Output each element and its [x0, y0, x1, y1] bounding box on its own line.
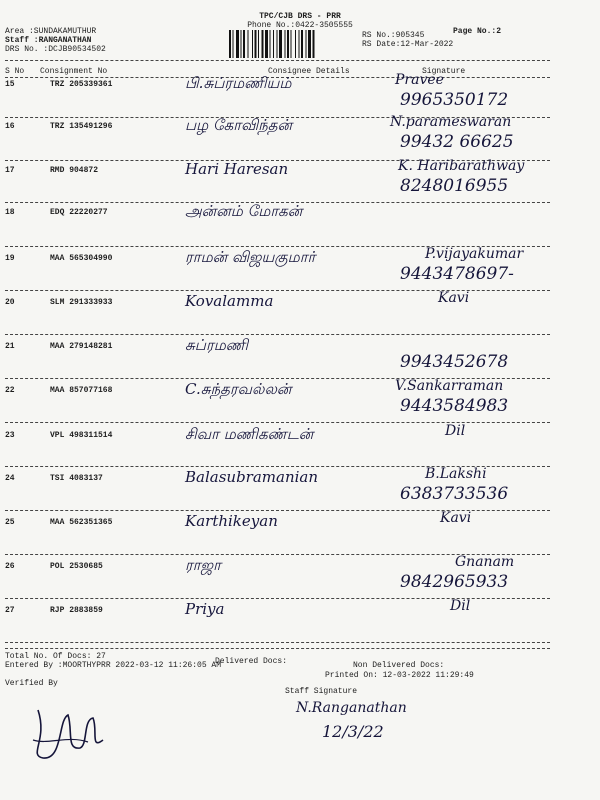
row-divider — [5, 422, 550, 423]
barcode-bar — [285, 30, 286, 58]
row-divider — [5, 642, 550, 643]
col-sno: S No — [5, 67, 25, 76]
row-sno: 15 — [5, 80, 15, 89]
barcode-bar — [229, 30, 231, 58]
row-sno: 20 — [5, 298, 15, 307]
barcode-image — [228, 30, 360, 58]
col-signature: Signature — [422, 67, 466, 76]
row-consignment: MAA 857077168 — [50, 386, 113, 395]
barcode-bar — [252, 30, 253, 58]
receiver-signature: Gnanam — [455, 554, 515, 570]
barcode-bar — [295, 30, 296, 58]
row-sno: 18 — [5, 208, 15, 217]
delivered-docs: Delivered Docs: — [215, 657, 288, 666]
consignee-name: பி.சுப்ரமணியம் — [185, 74, 292, 92]
page-number: Page No.:2 — [453, 27, 502, 36]
row-sno: 25 — [5, 518, 15, 527]
receiver-signature: B.Lakshi — [425, 466, 487, 482]
staff-signed-name: N.Ranganathan — [296, 700, 407, 716]
barcode-bar — [265, 30, 268, 58]
row-consignment: TSI 4083137 — [50, 474, 103, 483]
row-sno: 23 — [5, 431, 15, 440]
consignee-name: சிவா மணிகண்டன் — [185, 425, 314, 443]
phone-number: Phone No.:0422-3505555 — [247, 21, 353, 30]
barcode-bar — [258, 30, 259, 58]
row-sno: 27 — [5, 606, 15, 615]
receiver-signature: Dil — [445, 423, 466, 439]
row-divider — [5, 334, 550, 335]
document-header — [230, 12, 370, 30]
row-sno: 17 — [5, 166, 15, 175]
receiver-signature: Kavi — [438, 290, 470, 306]
total-docs: Total No. Of Docs: 27 — [5, 652, 106, 661]
barcode-bar — [301, 30, 303, 58]
barcode-bar — [287, 30, 289, 58]
row-sno: 24 — [5, 474, 15, 483]
barcode-bar — [306, 30, 307, 58]
verifier-signature — [28, 700, 108, 765]
row-sno: 16 — [5, 122, 15, 131]
rs-number: RS No.:905345 — [362, 31, 425, 40]
divider — [5, 648, 550, 649]
document-title: TPC/CJB DRS - PRR — [259, 12, 341, 21]
entered-by: Entered By :MOORTHYPRR 2022-03-12 11:26:05 AM — [5, 661, 222, 670]
col-consignee: Consignee Details — [268, 67, 350, 76]
row-consignment: TRZ 205339361 — [50, 80, 113, 89]
barcode-bar — [262, 30, 264, 58]
barcode-bar — [270, 30, 271, 58]
drs-number: DRS No. :DCJB90534502 — [5, 45, 106, 54]
barcode-bar — [299, 30, 300, 58]
barcode-bar — [243, 30, 245, 58]
receiver-signature: V.Sankarraman — [395, 378, 504, 394]
barcode-bar — [313, 30, 315, 58]
rs-date: RS Date:12-Mar-2022 — [362, 40, 454, 49]
receiver-phone: 99432 66625 — [400, 132, 514, 152]
receiver-signature: N.parameswaran — [390, 114, 512, 130]
header-right — [362, 31, 453, 49]
row-consignment: MAA 562351365 — [50, 518, 113, 527]
row-sno: 26 — [5, 562, 15, 571]
row-consignment: TRZ 135491296 — [50, 122, 113, 131]
row-consignment: RMD 904872 — [50, 166, 99, 175]
row-sno: 19 — [5, 254, 15, 263]
barcode-bar — [308, 30, 311, 58]
row-consignment: MAA 279148281 — [50, 342, 113, 351]
receiver-signature: P.vijayakumar — [425, 246, 524, 262]
barcode-bar — [291, 30, 292, 58]
receiver-phone: 9443584983 — [400, 396, 509, 416]
consignee-name: சுப்ரமணி — [185, 336, 249, 354]
row-consignment: POL 2530685 — [50, 562, 103, 571]
consignee-name: C.சுந்தரவல்லன் — [185, 380, 292, 398]
consignee-name: Kovalamma — [185, 292, 274, 310]
receiver-phone: 9965350172 — [400, 90, 509, 110]
area-label: Area :SUNDAKAMUTHUR — [5, 27, 97, 36]
consignee-name: Karthikeyan — [185, 512, 278, 530]
consignee-name: Hari Haresan — [185, 160, 289, 178]
barcode-bar — [273, 30, 274, 58]
receiver-signature: Kavi — [440, 510, 472, 526]
consignee-name: அன்னம் மோகன் — [185, 202, 303, 220]
barcode-bar — [279, 30, 282, 58]
col-consignment: Consignment No — [40, 67, 108, 76]
staff-signed-date: 12/3/22 — [322, 722, 384, 741]
receiver-phone: 8248016955 — [400, 176, 509, 196]
consignee-name: Priya — [185, 600, 225, 618]
consignee-name: பழ கோவிந்தன் — [185, 116, 293, 134]
header-left — [5, 27, 106, 54]
staff-signature-label: Staff Signature — [285, 687, 358, 696]
consignee-name: ராஜா — [185, 556, 221, 574]
row-sno: 22 — [5, 386, 15, 395]
printed-on: Printed On: 12-03-2022 11:29:49 — [325, 671, 474, 680]
consignee-name: Balasubramanian — [185, 468, 319, 486]
non-delivered-docs: Non Delivered Docs: — [353, 661, 445, 670]
barcode-bar — [255, 30, 257, 58]
staff-label: Staff :RANGANATHAN — [5, 36, 92, 45]
receiver-phone: 6383733536 — [400, 484, 509, 504]
barcode-bar — [236, 30, 239, 58]
row-consignment: VPL 498311514 — [50, 431, 113, 440]
barcode-bar — [248, 30, 249, 58]
barcode-bar — [233, 30, 234, 58]
receiver-signature: K. Haribarathway — [398, 158, 525, 174]
row-consignment: MAA 565304990 — [50, 254, 113, 263]
receiver-phone: 9842965933 — [400, 572, 509, 592]
row-consignment: RJP 2883859 — [50, 606, 103, 615]
receiver-signature: Dil — [450, 598, 471, 614]
barcode-bar — [241, 30, 242, 58]
receiver-phone: 9443478697- — [400, 264, 514, 284]
verified-by: Verified By — [5, 679, 58, 688]
barcode-bar — [277, 30, 278, 58]
divider — [5, 60, 550, 61]
row-sno: 21 — [5, 342, 15, 351]
receiver-phone: 9943452678 — [400, 352, 509, 372]
consignee-name: ராமன் விஜயகுமார் — [185, 248, 316, 266]
row-consignment: SLM 291333933 — [50, 298, 113, 307]
receiver-signature: Pravee — [395, 72, 444, 88]
row-consignment: EDQ 22220277 — [50, 208, 108, 217]
